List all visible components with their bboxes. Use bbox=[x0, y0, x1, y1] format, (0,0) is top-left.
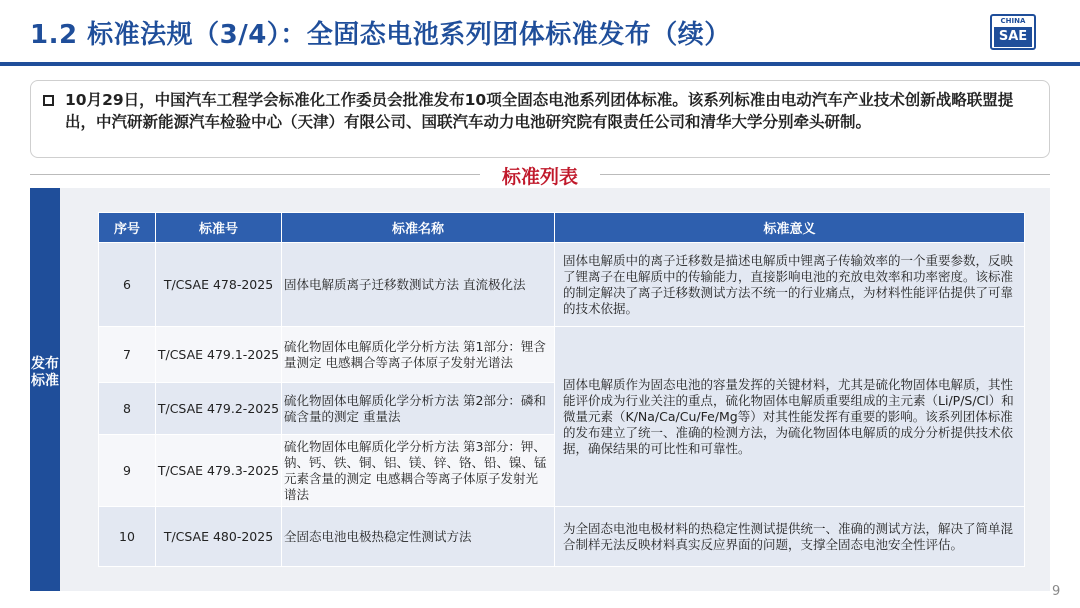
intro-box bbox=[30, 80, 1050, 158]
header-code: 标准号 bbox=[156, 213, 282, 243]
row-num: 7 bbox=[99, 327, 156, 383]
china-sae-logo bbox=[990, 14, 1036, 50]
row-name: 硫化物固体电解质化学分析方法 第1部分：锂含量测定 电感耦合等离子体原子发射光谱法 bbox=[282, 327, 555, 383]
row-name: 固体电解质离子迁移数测试方法 直流极化法 bbox=[282, 243, 555, 327]
row-code: T/CSAE 480-2025 bbox=[156, 507, 282, 567]
row-num: 9 bbox=[99, 435, 156, 507]
row-num: 8 bbox=[99, 383, 156, 435]
logo-top-text: CHINA bbox=[1000, 17, 1026, 25]
row-meaning: 固体电解质中的离子迁移数是描述电解质中锂离子传输效率的一个重要参数，反映了锂离子在电解质中的传输能力，直接影响电池的充放电效率和功率密度。该标准的制定解决了离子迁移数测试方法不统一的行业痛点，为材料性能评估提供了可靠的技术依据。 bbox=[555, 243, 1025, 327]
side-tab bbox=[30, 188, 60, 591]
bullet-square-icon bbox=[43, 95, 54, 106]
header-num: 序号 bbox=[99, 213, 156, 243]
header-divider bbox=[0, 62, 1080, 66]
page-number: 9 bbox=[1052, 584, 1061, 599]
intro-text: 10月29日，中国汽车工程学会标准化工作委员会批准发布10项全固态电池系列团体标准。该系列标准由电动汽车产业技术创新战略联盟提出，中汽研新能源汽车检验中心（天津）有限公司、国联汽车动力电池研究院有限责任公司和清华大学分别牵头研制。 bbox=[65, 91, 1014, 131]
standards-table bbox=[98, 212, 1025, 567]
row-code: T/CSAE 479.3-2025 bbox=[156, 435, 282, 507]
row-name: 硫化物固体电解质化学分析方法 第2部分：磷和硫含量的测定 重量法 bbox=[282, 383, 555, 435]
section-title: 标准列表 bbox=[480, 162, 600, 189]
row-code: T/CSAE 478-2025 bbox=[156, 243, 282, 327]
table-header-row bbox=[99, 213, 1025, 243]
side-tab-label: 发布标准 bbox=[31, 356, 59, 389]
header-meaning: 标准意义 bbox=[555, 213, 1025, 243]
row-meaning: 为全固态电池电极材料的热稳定性测试提供统一、准确的测试方法，解决了简单混合制样无法反映材料真实反应界面的问题，支撑全固态电池安全性评估。 bbox=[555, 507, 1025, 567]
row-meaning: 固体电解质作为固态电池的容量发挥的关键材料，尤其是硫化物固体电解质，其性能评价成为行业关注的重点，硫化物固体电解质重要组成的主元素（Li/P/S/Cl）和微量元素（K/Na/Ca/Cu/Fe/Mg等）对其性能发挥有重要的影响。该系列团体标准的发布建立了统一、准确的检测方法，为硫化物固体电解质的成分分析提供技术依据，确保结果的可比性和可靠性。 bbox=[555, 327, 1025, 507]
row-code: T/CSAE 479.2-2025 bbox=[156, 383, 282, 435]
row-num: 6 bbox=[99, 243, 156, 327]
page-title: 1.2 标准法规（3/4）：全固态电池系列团体标准发布（续） bbox=[30, 20, 731, 50]
row-name: 硫化物固体电解质化学分析方法 第3部分：钾、钠、钙、铁、铜、铝、镁、锌、铬、铅、镍、锰元素含量的测定 电感耦合等离子体原子发射光谱法 bbox=[282, 435, 555, 507]
table-row bbox=[99, 327, 1025, 383]
row-code: T/CSAE 479.1-2025 bbox=[156, 327, 282, 383]
table-row bbox=[99, 243, 1025, 327]
table-row bbox=[99, 507, 1025, 567]
header-name: 标准名称 bbox=[282, 213, 555, 243]
row-num: 10 bbox=[99, 507, 156, 567]
row-name: 全固态电池电极热稳定性测试方法 bbox=[282, 507, 555, 567]
logo-bottom-text: SAE bbox=[994, 27, 1032, 47]
